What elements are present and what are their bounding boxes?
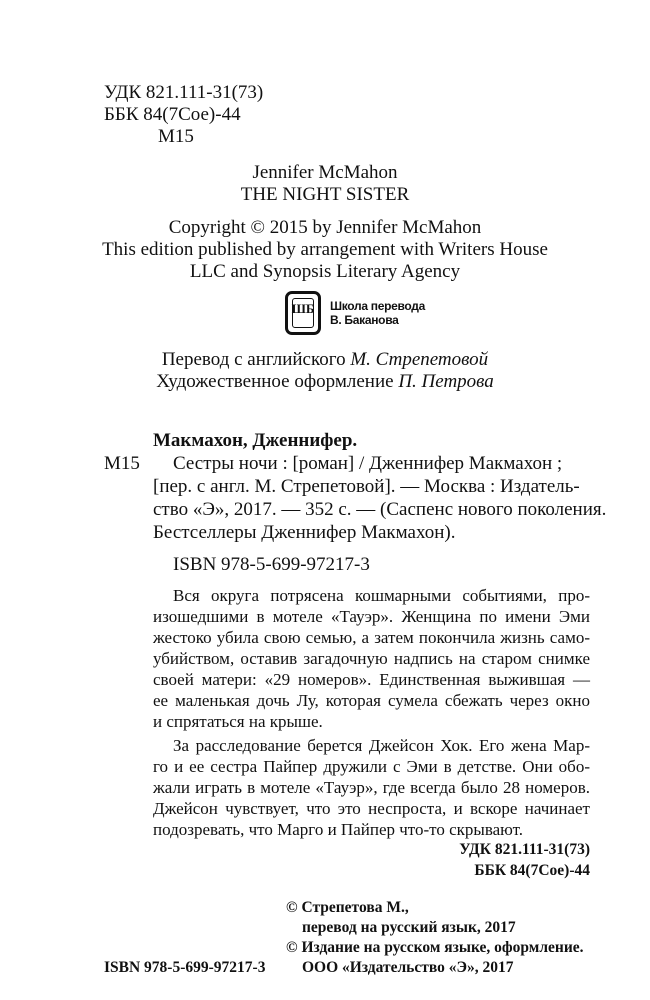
catalog-heading: Макмахон, Дженнифер. — [153, 430, 358, 451]
design-label: Художественное оформление — [156, 371, 399, 392]
footer-copyright-translator: © Стрепетова М., — [286, 899, 409, 916]
annotation-line: жали играть в мотеле «Тауэр», где всегда было 28 номеров. — [153, 778, 590, 797]
translation-label: Перевод с английского — [161, 349, 351, 370]
annotation-line: Вся округа потрясена кошмарными событиями, про- — [173, 586, 590, 605]
catalog-line-2: [пер. с англ. М. Стрепетовой]. — Москва : Издатель- — [153, 476, 580, 497]
original-author: Jennifer McMahon — [252, 162, 398, 183]
annotation-line: убийством, оставив загадочную надпись на старом снимке — [153, 649, 590, 668]
annotation-line: подозревать, что Марго и Пайпер что-то скрывают. — [153, 820, 524, 839]
bbk-code: ББК 84(7Сое)-44 — [104, 104, 241, 125]
logo-line-1: Школа перевода — [330, 299, 425, 313]
original-title: THE NIGHT SISTER — [240, 184, 410, 205]
design-credit — [0, 371, 650, 393]
footer-isbn: ISBN 978-5-699-97217-3 — [104, 959, 266, 976]
catalog-code: М15 — [104, 453, 140, 474]
logo-glyph: ШБ — [291, 301, 315, 316]
footer-bbk: ББК 84(7Сое)-44 — [474, 862, 590, 879]
footer-copyright-edition: © Издание на русском языке, оформление. — [286, 939, 584, 956]
author-mark: М15 — [158, 126, 194, 147]
annotation-line: и спрятаться на крыше. — [153, 712, 323, 731]
copyright-line-3: LLC and Synopsis Literary Agency — [189, 261, 461, 282]
logo-line-2: В. Баканова — [330, 313, 399, 327]
annotation-line: ее маленькая дочь Лу, которая сумела сбежать через окно — [153, 691, 590, 710]
translator-name: М. Стрепетовой — [350, 349, 489, 370]
footer-copyright-publisher: ООО «Издательство «Э», 2017 — [302, 959, 514, 976]
footer-copyright-translation: перевод на русский язык, 2017 — [302, 919, 516, 936]
footer-udk: УДК 821.111-31(73) — [459, 841, 590, 858]
catalog-line-4: Бестселлеры Дженнифер Макмахон). — [153, 522, 456, 543]
catalog-line-1: Сестры ночи : [роман] / Дженнифер Макмахон ; — [173, 453, 563, 474]
copyright-line-1: Copyright © 2015 by Jennifer McMahon — [168, 217, 482, 238]
annotation-line: жестоко убила свою семью, а затем покончила жизнь само- — [153, 628, 590, 647]
udk-code: УДК 821.111-31(73) — [104, 82, 264, 103]
catalog-isbn: ISBN 978-5-699-97217-3 — [173, 554, 370, 575]
annotation-line: Джейсон чувствует, что это неспроста, и вскоре начинает — [153, 799, 590, 818]
annotation-line: изошедшими в мотеле «Тауэр». Женщина по имени Эми — [153, 607, 590, 626]
annotation-line: За расследование берется Джейсон Хок. Его жена Мар- — [173, 736, 590, 755]
school-logo-icon — [285, 291, 321, 335]
annotation-line: своей матери: «29 номеров». Единственная выжившая — — [153, 670, 590, 689]
copyright-line-2: This edition published by arrangement with Writers House — [102, 239, 548, 260]
annotation-line: го и ее сестра Пайпер дружили с Эми в детстве. Они обо- — [153, 757, 590, 776]
designer-name: П. Петрова — [398, 371, 494, 392]
publisher-logo-text — [330, 299, 425, 327]
translation-credit — [0, 349, 650, 371]
catalog-line-3: ство «Э», 2017. — 352 с. — (Саспенс нового поколения. — [153, 499, 607, 520]
